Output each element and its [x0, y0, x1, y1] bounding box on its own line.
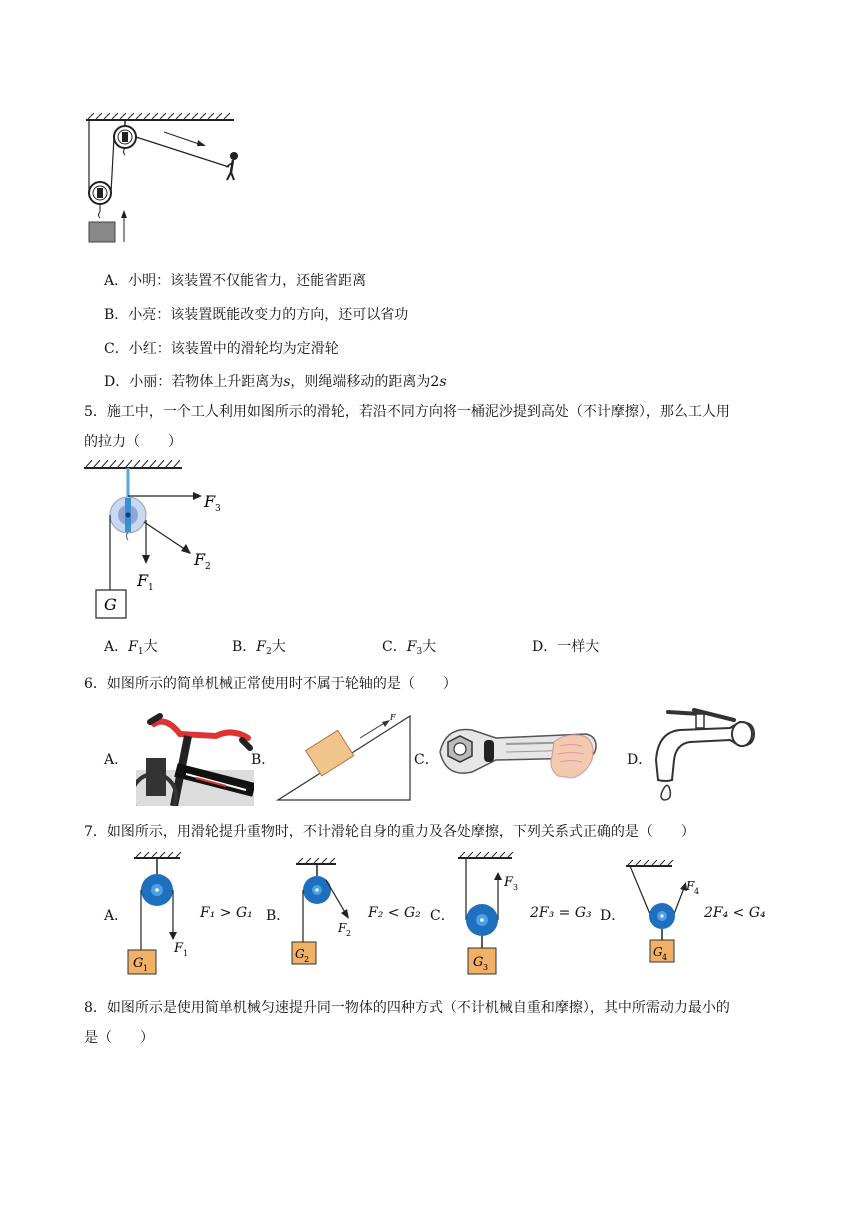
q8-stem-line2: 是（ ）: [84, 1030, 154, 1046]
incline-f-label: F: [390, 713, 396, 722]
force-label: F: [174, 941, 184, 956]
q6-option-a[interactable]: [104, 749, 128, 769]
weight-label: G: [473, 955, 484, 970]
q5-stem: [84, 397, 790, 457]
weight-sub: 4: [662, 953, 668, 962]
option-text: 一样大: [557, 639, 600, 655]
weight-sub: 2: [304, 955, 310, 964]
q5-stem-line2: 的拉力（ ）: [84, 434, 182, 450]
weight-sub: 1: [143, 964, 149, 973]
var-s: s: [283, 374, 291, 390]
option-letter: D．: [104, 374, 130, 390]
q4-option-b[interactable]: [104, 304, 408, 324]
q7-option-b[interactable]: [266, 905, 290, 925]
option-var: F: [256, 639, 267, 655]
option-letter: D．: [627, 752, 653, 768]
q6-stem-text: 6．如图所示的简单机械正常使用时不属于轮轴的是（ ）: [84, 676, 457, 692]
q5-pulley-figure: [82, 458, 242, 628]
option-letter: D．: [532, 639, 558, 655]
q6-option-b[interactable]: [251, 749, 275, 769]
force-label: F: [504, 875, 514, 890]
q5-option-d[interactable]: [532, 636, 599, 656]
q6-wrench-image: [436, 712, 606, 806]
option-letter: A．: [104, 752, 129, 768]
q4-option-c[interactable]: [104, 338, 339, 358]
q8-stem-line1: 8．如图所示是使用简单机械匀速提升同一物体的四种方式（不计机械自重和摩擦），其中所需动力最小的: [84, 1000, 730, 1016]
weight-label: G: [653, 945, 663, 959]
q7-b-relation: F₂ < G₂: [368, 905, 421, 921]
option-letter: A．: [104, 639, 129, 655]
f1-sub: 1: [148, 583, 154, 593]
q4-option-d[interactable]: [104, 371, 447, 391]
option-suffix: 大: [271, 639, 286, 655]
f2-label: F: [194, 550, 206, 569]
force-sub: 4: [694, 887, 700, 896]
option-suffix: 大: [422, 639, 437, 655]
q6-faucet-image: [650, 700, 760, 810]
option-letter: C．: [430, 908, 455, 924]
expr-num: 2: [430, 374, 440, 390]
option-letter: B．: [104, 307, 129, 323]
weight-label: G: [133, 956, 144, 971]
q7-option-c[interactable]: [430, 905, 455, 925]
option-letter: D．: [600, 908, 626, 924]
q4-option-a[interactable]: [104, 270, 366, 290]
option-letter: C．: [104, 341, 129, 357]
force-sub: 1: [183, 949, 189, 958]
q7-c-figure: [452, 852, 532, 978]
option-sub: 3: [416, 647, 423, 657]
q6-option-d[interactable]: [627, 749, 652, 769]
f3-label: F: [204, 492, 216, 511]
f3-sub: 3: [215, 504, 221, 514]
q7-a-relation: F₁ > G₁: [200, 905, 253, 921]
option-letter: C．: [382, 639, 407, 655]
q6-option-c[interactable]: [414, 749, 439, 769]
force-label: F: [686, 879, 695, 893]
option-text: 小亮：该装置既能改变力的方向，还可以省功: [128, 307, 409, 323]
option-letter: A．: [104, 908, 129, 924]
q6-incline-image: [276, 708, 412, 802]
option-sub: 2: [266, 647, 272, 657]
q7-c-relation: 2F₃ = G₃: [530, 905, 592, 921]
q7-stem: [84, 817, 790, 847]
q5-option-c[interactable]: [382, 636, 436, 657]
q4-pulley-figure: [84, 112, 254, 246]
q7-stem-text: 7．如图所示，用滑轮提升重物时，不计滑轮自身的重力及各处摩擦，下列关系式正确的是（ ）: [84, 824, 695, 840]
option-letter: A．: [104, 273, 129, 289]
option-var: F: [406, 639, 417, 655]
q6-bicycle-image: [136, 708, 254, 806]
option-suffix: 大: [143, 639, 158, 655]
q6-stem: [84, 669, 790, 699]
q7-b-figure: [288, 858, 368, 972]
f2-sub: 2: [205, 562, 211, 572]
weight-label: G: [295, 947, 305, 961]
q8-stem: [84, 993, 790, 1053]
option-sub: 1: [137, 647, 144, 657]
force-label: F: [338, 921, 347, 935]
option-letter: B．: [232, 639, 257, 655]
option-letter: B．: [251, 752, 276, 768]
q5-stem-line1: 5．施工中，一个工人利用如图所示的滑轮，若沿不同方向将一桶泥沙提到高处（不计摩擦），那么工人用: [84, 404, 730, 420]
q7-a-figure: [124, 852, 204, 976]
q5-option-a[interactable]: [104, 636, 158, 657]
q7-d-relation: 2F₄ < G₄: [704, 905, 766, 921]
q7-d-figure: [622, 860, 712, 970]
option-text: 小红：该装置中的滑轮均为定滑轮: [128, 341, 339, 357]
option-letter: C．: [414, 752, 439, 768]
option-letter: B．: [266, 908, 291, 924]
expr-var: s: [439, 374, 447, 390]
weight-sub: 3: [483, 963, 489, 972]
f1-label: F: [137, 571, 149, 590]
option-text: ，则绳端移动的距离为: [290, 374, 431, 390]
option-var: F: [128, 639, 138, 655]
force-sub: 2: [346, 929, 352, 938]
q5-option-b[interactable]: [232, 636, 286, 657]
option-text: 小明：该装置不仅能省力，还能省距离: [128, 273, 367, 289]
option-text: 小丽：若物体上升距离为: [129, 374, 284, 390]
g-label: G: [104, 595, 117, 614]
force-sub: 3: [513, 883, 519, 892]
